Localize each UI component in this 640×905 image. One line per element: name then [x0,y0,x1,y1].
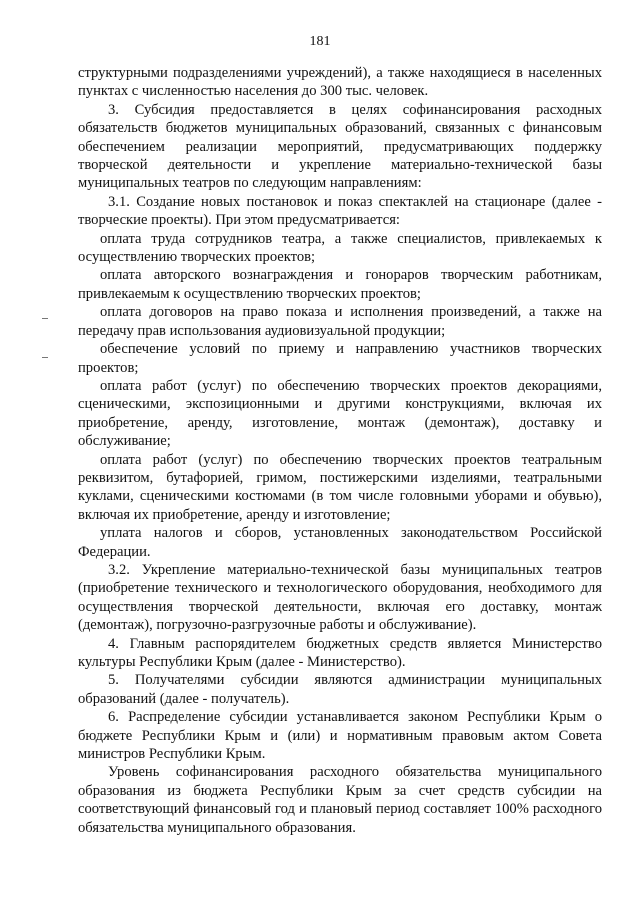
page-number: 181 [309,34,331,49]
paragraph: 4. Главным распорядителем бюджетных средств является Министерство культуры Республики Крым (далее - Министерство). [78,635,602,670]
paragraph: оплата авторского вознаграждения и гонораров творческим работникам, привлекаемым к осуществлению творческих проектов; [78,267,602,302]
paragraph: структурными подразделениями учреждений), а также находящиеся в населенных пунктах с численностью населения до 300 тыс. человек. [78,65,602,100]
paragraph: 3. Субсидия предоставляется в целях софинансирования расходных обязательств бюджетов муниципальных образований, связанных с финансовым обеспечением реализации мероприятий, предусматривающих поддержку творческой деятельности и укрепление материально-технической базы муниципальных театров по следующим направлениям: [78,101,602,192]
paragraph: 5. Получателями субсидии являются администрации муниципальных образований (далее - получатель). [78,672,602,707]
paragraph: обеспечение условий по приему и направлению участников творческих проектов; [78,341,602,376]
paragraph: оплата работ (услуг) по обеспечению творческих проектов театральным реквизитом, бутафорией, гримом, постижерскими изделиями, театральными куклами, сценическими костюмами (в том числе головными уборами и обувью), включая их приобретение, аренду и изготовление; [78,451,602,523]
paragraph: уплата налогов и сборов, установленных законодательством Российской Федерации. [78,525,602,560]
paragraph: 3.2. Укрепление материально-технической базы муниципальных театров (приобретение технического и технологического оборудования, необходимого для осуществления творческой деятельности, включая его доставку, монтаж (демонтаж), погрузочно-разгрузочные работы и обслуживание). [78,561,602,634]
paragraph: оплата работ (услуг) по обеспечению творческих проектов декорациями, сценическими, экспозиционными и другими конструкциями, включая их приобретение, аренду, изготовление, монтаж (демонтаж), доставку и обслуживание; [78,377,602,450]
paragraph: Уровень софинансирования расходного обязательства муниципального образования из бюджета Республики Крым за счет средств субсидии на соответствующий финансовый год и плановый период составляет 100% расходного обязательства муниципального образования. [78,764,602,836]
body-text [78,64,602,837]
paragraph: 3.1. Создание новых постановок и показ спектаклей на стационаре (далее - творческие проекты). При этом предусматривается: [78,193,602,229]
paragraph: оплата договоров на право показа и исполнения произведений, а также на передачу прав использования аудиовизуальной продукции; [78,304,602,339]
paragraph: 6. Распределение субсидии устанавливается законом Республики Крым о бюджете Республики Крым и (или) и нормативным правовым актом Совета министров Республики Крым. [78,709,602,763]
margin-mark [42,357,48,358]
margin-mark [42,318,48,319]
paragraph: оплата труда сотрудников театра, а также специалистов, привлекаемых к осуществлению творческих проектов; [78,230,602,266]
